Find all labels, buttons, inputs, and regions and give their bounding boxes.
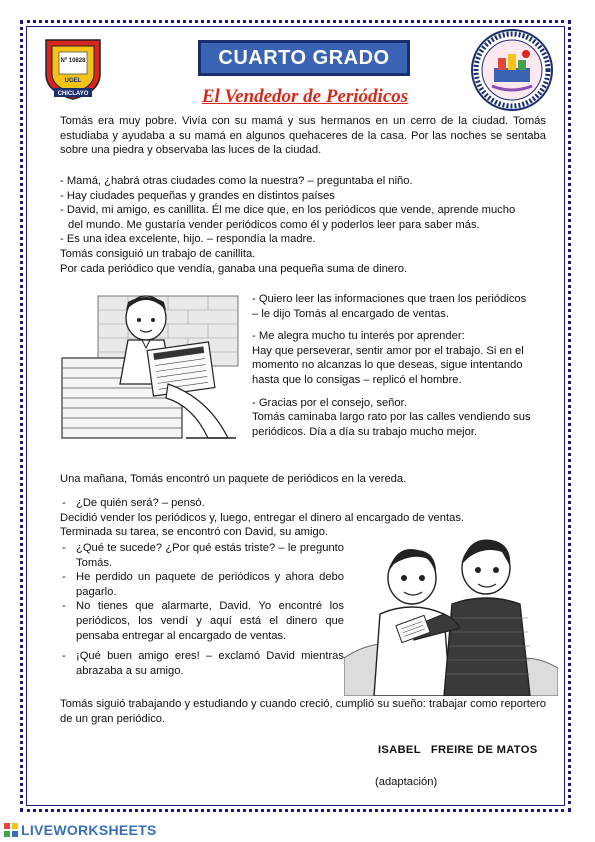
dialogue-line: - Me alegra mucho tu interés por aprender: [252,330,465,343]
narration-line: Por cada periódico que vendía, ganaba una pequeña suma de dinero. [60,262,408,275]
dialogue-line: - No tienes que alarmarte, David. Yo encontré los periódicos, los vendí y aquí está el dinero que pensaba entregar al encargado de ventas. [62,600,344,642]
dialogue-block-1 [60,174,546,276]
narration-line: Tomás caminaba largo rato por las calles vendiendo sus periódicos. Día a día su trabajo mucho mejor. [252,411,531,438]
dialogue-block-2 [252,292,548,439]
grade-banner: CUARTO GRADO [198,40,410,76]
dialogue-line: del mundo. Me gustaría vender periódicos como él y poderlos leer para saber más. [68,218,480,231]
dialogue-line: - Hay ciudades pequeñas y grandes en distintos países [60,189,335,202]
dialogue-block-4 [60,541,344,678]
logo-ugel: UGEL [64,78,82,84]
narration-line: Terminada su tarea, se encontró con David, su amigo. [60,526,329,539]
dialogue-line: - David, mi amigo, es canillita. Él me dice que, en los periódicos que vende, aprende mucho [60,204,516,217]
dialogue-line: - Mamá, ¿habrá otras ciudades como la nuestra? – preguntaba el niño. [60,175,413,187]
dialogue-line: - Es una idea excelente, hijo. – respondía la madre. [60,233,316,246]
liveworksheets-brand[interactable] [4,822,157,838]
two-friends-hugging-illustration [344,528,558,696]
dialogue-line: – le dijo Tomás al encargado de ventas. [252,307,449,320]
narration-paragraph: Una mañana, Tomás encontró un paquete de periódicos en la vereda. [60,473,407,485]
intro-paragraph: Tomás era muy pobre. Vivía con su mamá y sus hermanos en un cerro de la ciudad. Tomás estudiaba y ayudaba a su mamá en algunos quehaceres de la casa. Por las noches se sentaba sobre una piedra y observaba las luces de la ciudad. [60,115,546,157]
narration-line: Decidió vender los periódicos y, luego, entregar el dinero al encargado de ventas. [60,511,465,524]
narration-line: Tomás consiguió un trabajo de canillita. [60,247,256,260]
logo-city: CHICLAYO [57,91,89,97]
liveworksheets-brand-text: LIVEWORKSHEETS [21,822,157,838]
dialogue-line: - Quiero leer las informaciones que traen los periódicos [252,293,527,305]
author-name: ISABEL FREIRE DE MATOS [378,744,538,756]
dialogue-line: - ¿Qué te sucede? ¿Por qué estás triste? – le pregunto Tomás. [62,542,344,569]
dialogue-line: - ¡Qué buen amigo eres! – exclamó David mientras abrazaba a su amigo. [62,650,344,677]
liveworksheets-logo-icon [4,823,18,837]
school-shield-logo [40,36,106,102]
dialogue-line: Hay que perseverar, sentir amor por el trabajo. Si en el momento no alcanzas lo que deseas, sigue intentando hasta que lo consigas – replicó el hombre. [252,344,524,386]
logo-number: Nº 10828 [60,58,86,64]
dialogue-line: - ¿De quién será? – pensó. [62,497,205,509]
dialogue-line: - He perdido un paquete de periódicos y ahora debo pagarlo. [62,571,344,598]
story-title: El Vendedor de Periódicos [201,86,409,107]
dialogue-line: - Gracias por el consejo, señor. [252,396,407,409]
adaptation-note: (adaptación) [375,776,438,788]
closing-paragraph: Tomás siguió trabajando y estudiando y cuando creció, cumplió su sueño: trabajar como reportero de un gran periódico. [60,698,546,725]
reading-project-seal-logo [470,28,554,112]
boy-reading-newspaper-illustration [58,288,244,446]
